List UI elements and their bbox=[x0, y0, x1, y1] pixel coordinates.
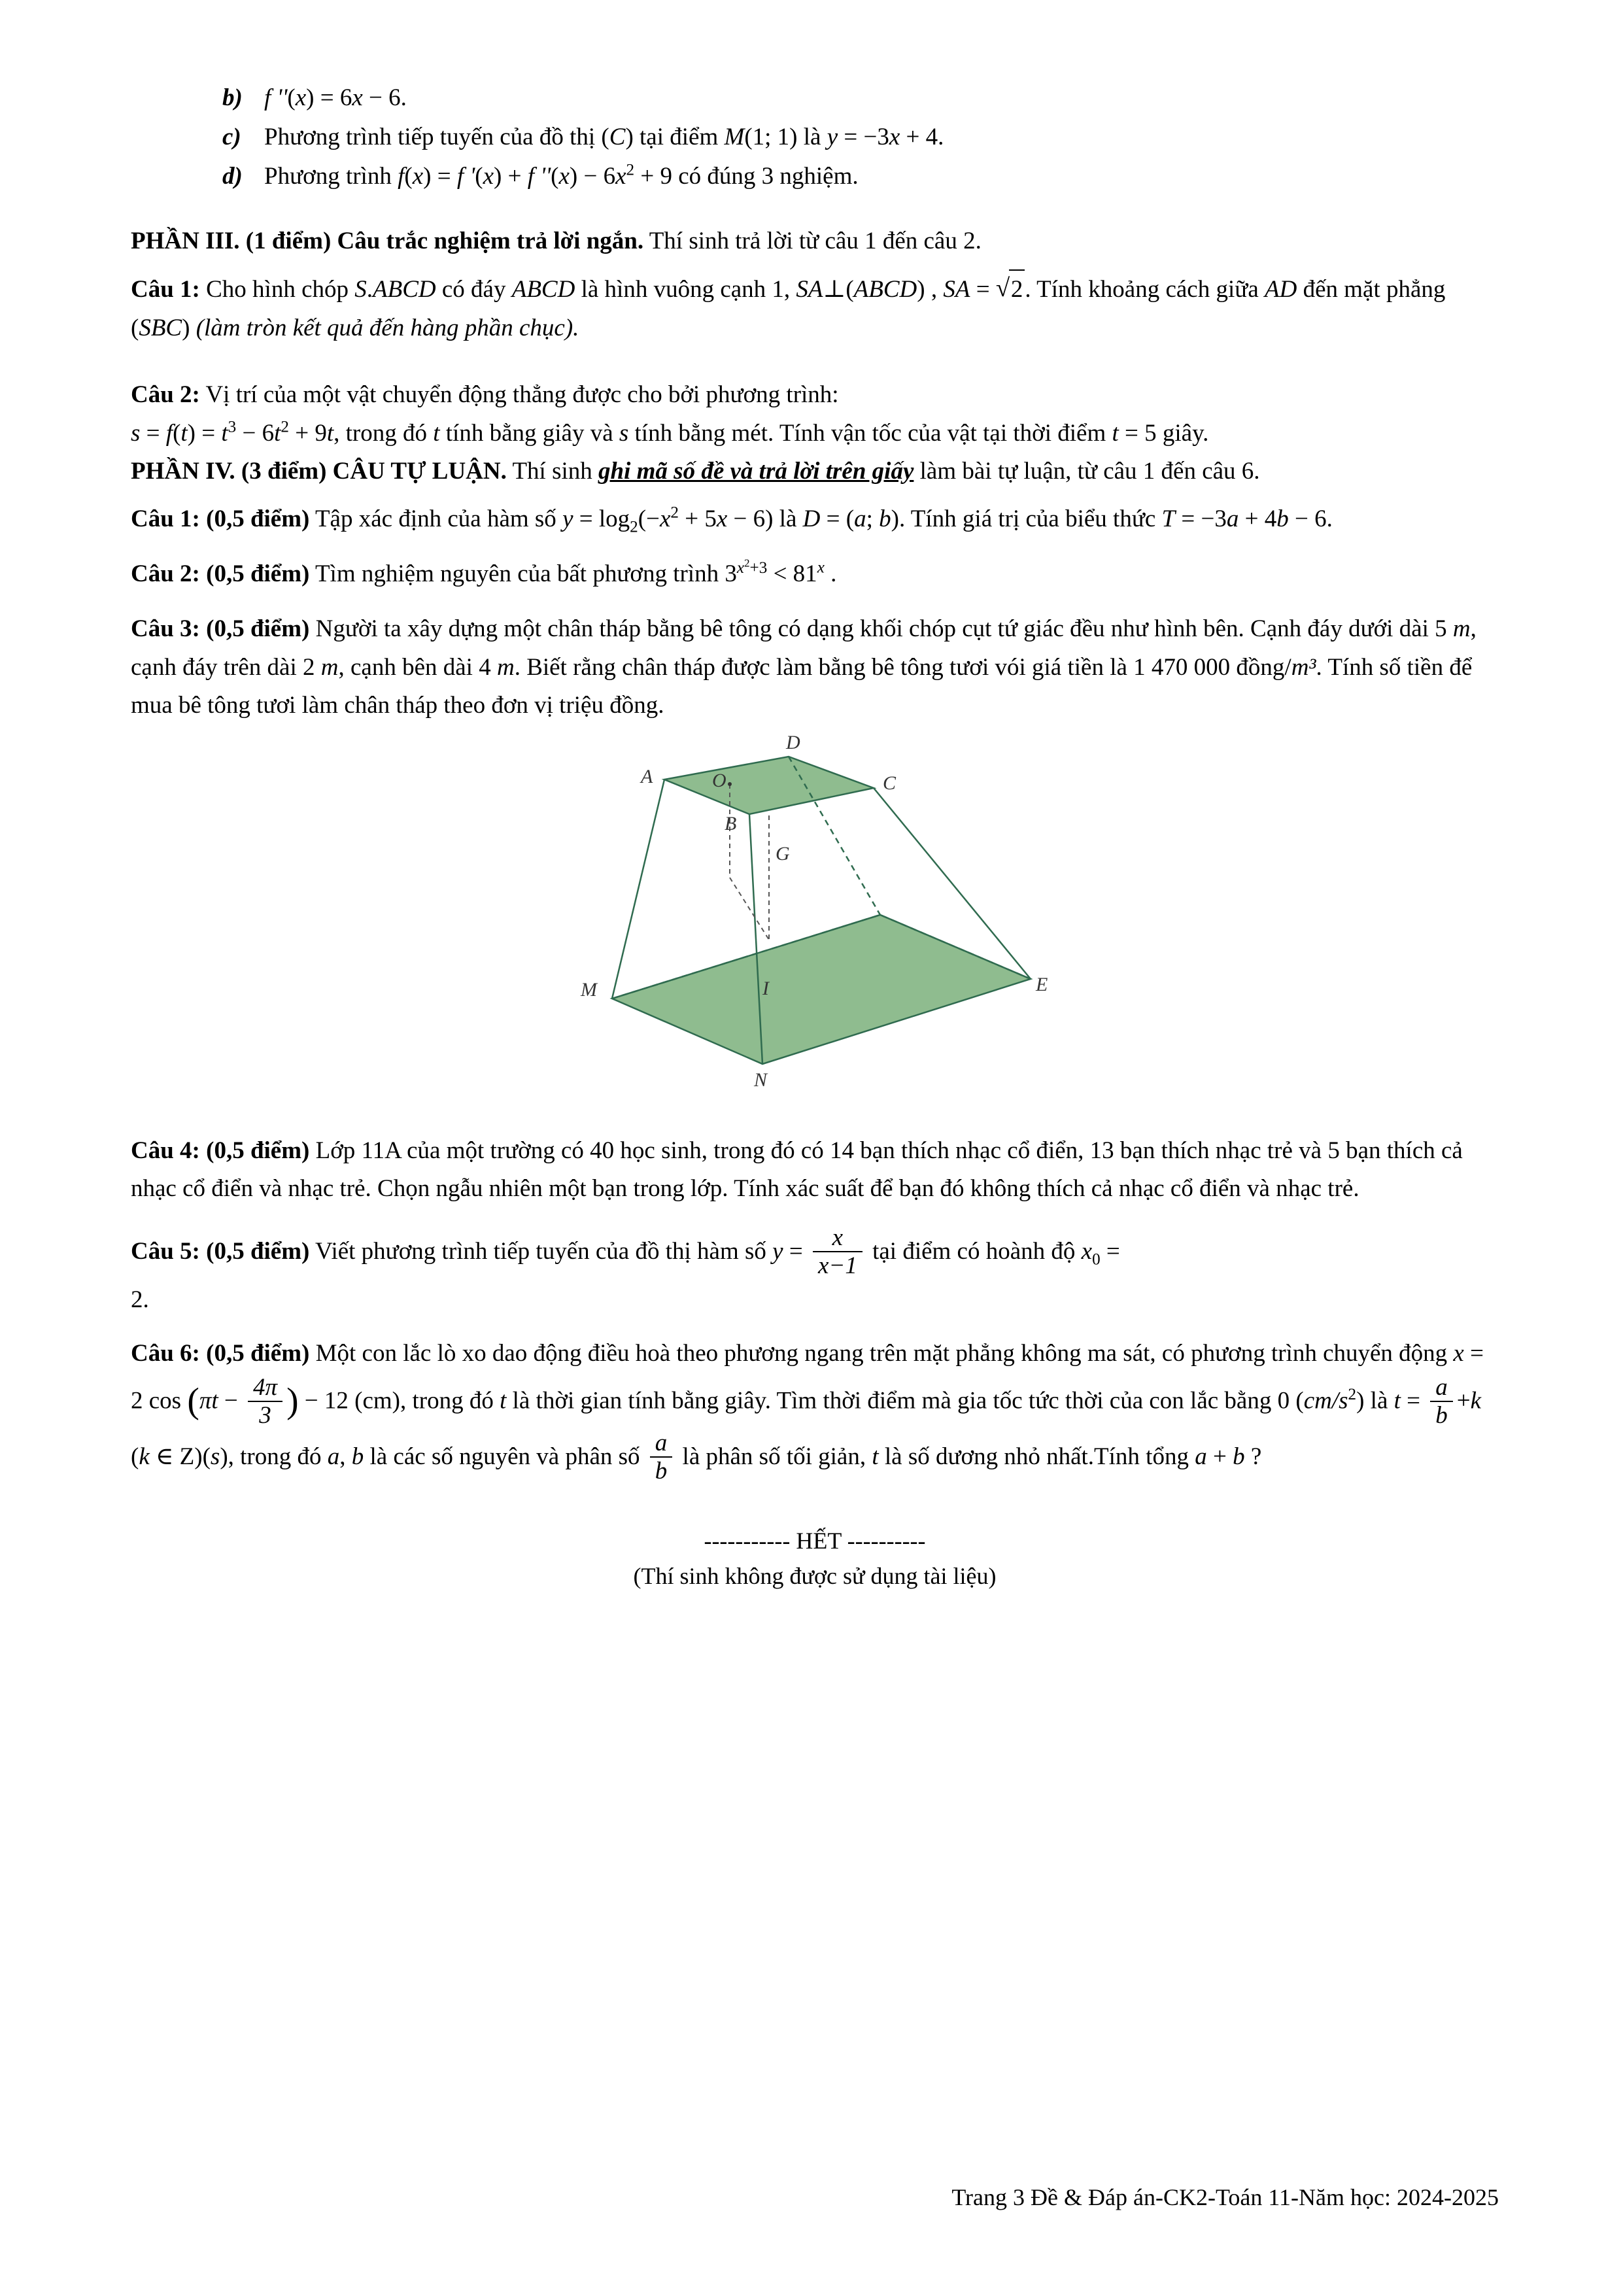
part4-heading-rest: làm bài tự luận, từ câu 1 đến câu 6. bbox=[914, 458, 1260, 485]
part4-q3-label: Câu 3: (0,5 điểm) bbox=[131, 615, 310, 643]
label-G: G bbox=[776, 842, 790, 865]
part4-question-3: Câu 3: (0,5 điểm) Người ta xây dựng một chân tháp bằng bê tông có dạng khối chóp cụt tứ giác đều như hình bên. Cạnh đáy dưới dài 5 m, cạnh đáy trên dài 2 m, cạnh bên dài 4 m. Biết rằng chân tháp được làm bằng bê tông tươi vói giá tiền là 1 470 000 đồng/m³. Tính số tiền để mua bê tông tươi làm chân tháp theo đơn vị triệu đồng. bbox=[131, 615, 1477, 719]
label-N: N bbox=[754, 1069, 768, 1091]
label-C: C bbox=[883, 772, 897, 794]
part4-heading-bold: PHẦN IV. (3 điểm) CÂU TỰ LUẬN. bbox=[131, 458, 507, 485]
part4-q1-label: Câu 1: (0,5 điểm) bbox=[131, 505, 310, 532]
fraction-4pi-over-3: $\frac{4\pi}{3}$ bbox=[248, 1374, 282, 1430]
part4-heading-underline: ghi mã số đề và trả lời trên giấy bbox=[598, 458, 914, 485]
part4-heading-mid: Thí sinh bbox=[506, 458, 599, 485]
frustum-svg bbox=[573, 744, 1057, 1110]
part4-question-1: Câu 1: (0,5 điểm) Tập xác định của hàm số $y = \log_2(-x^2 + 5x - 6)$ là D = (a; b). Tính giá trị của biểu thức T = −3a + 4b − 6. bbox=[131, 504, 1333, 536]
label-B: B bbox=[725, 812, 737, 834]
frustum-bottom-face bbox=[612, 915, 1031, 1064]
label-I: I bbox=[762, 977, 769, 999]
part4-question-2: Câu 2: (0,5 điểm) Tìm nghiệm nguyên của bất phương trình $3^{x^2+3} < 81^x$ . bbox=[131, 557, 837, 587]
label-M: M bbox=[581, 978, 597, 1001]
label-E: E bbox=[1036, 973, 1048, 995]
fraction-x-over-x-minus-1: $\frac{x}{x-1}$ bbox=[813, 1224, 863, 1280]
part4-q6-label: Câu 6: (0,5 điểm) bbox=[131, 1340, 310, 1367]
frustum-top-face bbox=[664, 757, 874, 814]
fraction-a-over-b-2: $\frac{a}{b}$ bbox=[650, 1430, 673, 1485]
part4-question-4: Câu 4: (0,5 điểm) Lớp 11A của một trường có 40 học sinh, trong đó có 14 bạn thích nhạc cổ điển, 13 bạn thích nhạc trẻ và 5 bạn thích cả nhạc cổ điển và nhạc trẻ. Chọn ngẫu nhiên một bạn trong lớp. Tính xác suất để bạn đó không thích cả nhạc cổ điển và nhạc trẻ. bbox=[131, 1137, 1463, 1203]
option-list bbox=[131, 78, 1499, 196]
option-label-b: b) bbox=[222, 84, 243, 111]
part4-q4-label: Câu 4: (0,5 điểm) bbox=[131, 1137, 310, 1164]
option-text-d: Phương trình f(x) = f '(x) + f ''$(x) - 6x^2 + 9$ có đúng 3 nghiệm. bbox=[264, 161, 859, 190]
option-text-b: f ''(x) = 6x − 6. bbox=[264, 84, 407, 111]
part3-heading-rest: Thí sinh trả lời từ câu 1 đến câu 2. bbox=[643, 227, 982, 254]
part3-q2-label: Câu 2: bbox=[131, 381, 200, 409]
part3-heading bbox=[131, 222, 1499, 260]
frustum-point-O bbox=[728, 782, 732, 786]
part4-question-6: Câu 6: (0,5 điểm) Một con lắc lò xo dao động điều hoà theo phương ngang trên mặt phẳng không ma sát, có phương trình chuyển động x = 2 cos (πt − $\frac{4\pi}{3}$ ) − 12 (cm), trong đó t là thời gian tính bằng giây. Tìm thời điểm mà gia tốc tức thời của con lắc bằng 0 $(cm/s^2)$ là t = $\frac{a}{b}$ +k (k ∈ Z)(s), trong đó a, b là các số nguyên và phân số $\frac{a}{b}$ là phân số tối giản, t là số dương nhỏ nhất.Tính tổng a + b ? bbox=[131, 1340, 1484, 1485]
part3-question-2: Câu 2: Vị trí của một vật chuyển động thẳng được cho bởi phương trình: bbox=[131, 381, 839, 409]
part4-heading bbox=[131, 453, 1499, 490]
option-text-c: Phương trình tiếp tuyến của đồ thị (C) tại điểm M(1; 1) là y = −3x + 4. bbox=[264, 123, 944, 150]
part4-question-5: Câu 5: (0,5 điểm) Viết phương trình tiếp tuyến của đồ thị hàm số y = $\frac{x}{x-1}$ tại điểm có hoành độ $x_0$ = bbox=[131, 1224, 1120, 1280]
figure-frustum-container bbox=[131, 731, 1499, 1110]
page-footer-info: Trang 3 Đề & Đáp án-CK2-Toán 11-Năm học: 2024-2025 bbox=[951, 2184, 1499, 2210]
part3-question-2-line2: $s = f(t) = t^3 - 6t^2 + 9t$, trong đó t tính bằng giây và s tính bằng mét. Tính vận tốc của vật tại thời điểm t = 5 giây. bbox=[131, 418, 1209, 447]
figure-frustum bbox=[573, 731, 1057, 1110]
frustum-edge-AM bbox=[612, 780, 664, 999]
option-label-d: d) bbox=[222, 162, 243, 190]
part4-q2-label: Câu 2: (0,5 điểm) bbox=[131, 560, 310, 587]
sqrt-2: √ 2 bbox=[996, 269, 1025, 309]
label-A: A bbox=[641, 765, 653, 787]
list-item bbox=[131, 157, 1499, 196]
part3-q1-label: Câu 1: bbox=[131, 276, 200, 303]
option-label-c: c) bbox=[222, 123, 241, 150]
end-line: ----------- HẾT ---------- bbox=[704, 1527, 926, 1554]
part4-q5-label: Câu 5: (0,5 điểm) bbox=[131, 1237, 310, 1265]
part3-q1-note: (làm tròn kết quả đến hàng phần chục). bbox=[196, 314, 579, 341]
part3-question-1: Câu 1: Cho hình chóp S.ABCD có đáy ABCD là hình vuông cạnh 1, SA⊥(ABCD) , SA = √ 2. Tính khoảng cách giữa AD đến mặt phẳng (SBC) (làm tròn kết quả đến hàng phần chục). bbox=[131, 269, 1499, 347]
part4-question-5-cont: 2. bbox=[131, 1286, 149, 1313]
footer-note: (Thí sinh không được sử dụng tài liệu) bbox=[633, 1562, 997, 1589]
part3-heading-bold: PHẦN III. (1 điểm) Câu trắc nghiệm trả lời ngắn. bbox=[131, 227, 644, 254]
list-item bbox=[131, 78, 1499, 118]
footer-center bbox=[131, 1523, 1499, 1594]
label-D: D bbox=[786, 731, 800, 753]
fraction-a-over-b-1: $\frac{a}{b}$ bbox=[1430, 1374, 1453, 1430]
frustum-axis-link bbox=[730, 878, 769, 940]
list-item bbox=[131, 118, 1499, 157]
label-O: O bbox=[712, 769, 726, 791]
